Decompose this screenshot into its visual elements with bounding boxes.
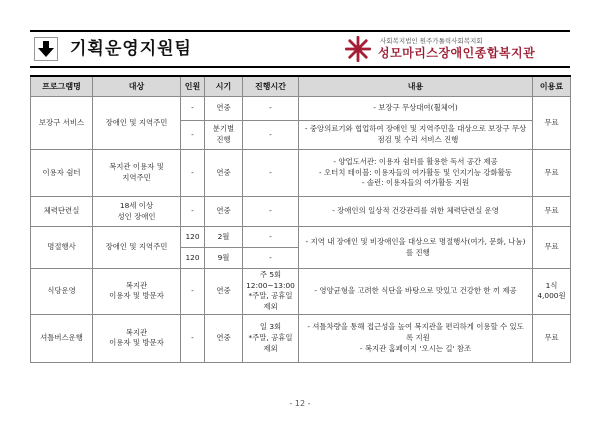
program-count: - bbox=[181, 314, 205, 362]
program-table bbox=[30, 75, 571, 363]
program-count: 120 bbox=[181, 227, 205, 248]
seal-icon bbox=[344, 35, 372, 63]
program-time: - bbox=[243, 227, 299, 248]
content-line: - 셔틀차량을 통해 접근성을 높여 복지관을 편리하게 이용할 수 있도 bbox=[307, 322, 524, 332]
program-name: 보장구 서비스 bbox=[31, 97, 93, 150]
content-line: - 보장구 무상대여(휠체어) bbox=[373, 103, 458, 113]
program-target: 18세 이상 성인 장애인 bbox=[93, 197, 181, 227]
logo-subtitle: 사회복지법인 원주가톨릭사회복지회 bbox=[380, 37, 483, 45]
program-time: - bbox=[243, 150, 299, 197]
program-content bbox=[299, 197, 533, 227]
program-fee: 무료 bbox=[533, 197, 571, 227]
column-header: 대상 bbox=[93, 76, 181, 97]
program-name: 체력단련실 bbox=[31, 197, 93, 227]
table-row bbox=[31, 314, 571, 362]
column-header: 이용료 bbox=[533, 76, 571, 97]
content-line: 를 진행 bbox=[401, 247, 430, 257]
program-name: 셔틀버스운행 bbox=[31, 314, 93, 362]
program-period: 연중 bbox=[205, 269, 243, 315]
section-title: 기획운영지원팀 bbox=[70, 39, 192, 59]
program-time: - bbox=[243, 97, 299, 121]
program-content bbox=[299, 150, 533, 197]
program-fee: 1식 4,000원 bbox=[533, 269, 571, 315]
program-period: 연중 bbox=[205, 314, 243, 362]
program-count: - bbox=[181, 269, 205, 315]
program-name: 식당운영 bbox=[31, 269, 93, 315]
table-row bbox=[31, 227, 571, 248]
content-line: - 오터치 테이블: 이용자들의 여가활동 및 인지기능 강화활동 bbox=[319, 167, 512, 177]
program-time: - bbox=[243, 248, 299, 269]
column-header: 진행시간 bbox=[243, 76, 299, 97]
content-line: - 중앙의료기와 협업하여 장애인 및 지역주민을 대상으로 보장구 무상 bbox=[304, 124, 527, 134]
program-fee: 무료 bbox=[533, 227, 571, 269]
table-row bbox=[31, 97, 571, 121]
program-content bbox=[299, 121, 533, 150]
column-header: 인원 bbox=[181, 76, 205, 97]
program-period: 연중 bbox=[205, 97, 243, 121]
program-target: 장애인 및 지역주민 bbox=[93, 227, 181, 269]
logo-name: 성모마리스장애인종합복지관 bbox=[378, 46, 536, 60]
program-count: - bbox=[181, 197, 205, 227]
content-line: 점검 및 수리 서비스 진행 bbox=[372, 135, 459, 144]
program-content bbox=[299, 314, 533, 362]
program-name: 명절행사 bbox=[31, 227, 93, 269]
table-row bbox=[31, 197, 571, 227]
program-period: 분기별 진행 bbox=[205, 121, 243, 150]
content-line: - 복지관 홈페이지 '오시는 길' 참조 bbox=[359, 343, 472, 353]
program-content bbox=[299, 97, 533, 121]
program-count: - bbox=[181, 121, 205, 150]
table-row bbox=[31, 150, 571, 197]
program-target: 복지관 이용자 및 방문자 bbox=[93, 314, 181, 362]
program-content bbox=[299, 227, 533, 269]
program-fee: 무료 bbox=[533, 314, 571, 362]
program-period: 연중 bbox=[205, 150, 243, 197]
program-name: 이용자 쉼터 bbox=[31, 150, 93, 197]
table-row bbox=[31, 269, 571, 315]
program-period: 2월 bbox=[205, 227, 243, 248]
content-line: - 영양균형을 고려한 식단을 바탕으로 맛있고 건강한 한 끼 제공 bbox=[314, 286, 517, 296]
program-period: 9월 bbox=[205, 248, 243, 269]
down-arrow-icon bbox=[34, 37, 58, 61]
organization-logo bbox=[344, 35, 564, 63]
program-count: - bbox=[181, 150, 205, 197]
program-period: 연중 bbox=[205, 197, 243, 227]
section-header bbox=[30, 30, 570, 68]
content-line: - 솔런: 이용자들의 여가활동 지원 bbox=[361, 178, 470, 188]
column-header: 시기 bbox=[205, 76, 243, 97]
program-target: 복지관 이용자 및 지역주민 bbox=[93, 150, 181, 197]
program-count: - bbox=[181, 97, 205, 121]
column-header: 프로그램명 bbox=[31, 76, 93, 97]
page-number: - 12 - bbox=[289, 399, 311, 408]
column-header: 내용 bbox=[299, 76, 533, 97]
program-fee: 무료 bbox=[533, 150, 571, 197]
program-fee: 무료 bbox=[533, 97, 571, 150]
table-header-row bbox=[31, 76, 571, 97]
program-time: 주 5회 12:00~13:00 *주말, 공휴일 제외 bbox=[243, 269, 299, 315]
program-time: 일 3회 *주말, 공휴일 제외 bbox=[243, 314, 299, 362]
program-target: 복지관 이용자 및 방문자 bbox=[93, 269, 181, 315]
content-line: - 양업도서관: 이용자 쉼터를 활용한 독서 공간 제공 bbox=[333, 156, 498, 166]
program-time: - bbox=[243, 121, 299, 150]
program-count: 120 bbox=[181, 248, 205, 269]
content-line: - 장애인의 일상적 건강관리를 위한 체력단련실 운영 bbox=[332, 206, 499, 216]
content-line: - 지역 내 장애인 및 비장애인을 대상으로 명절행사(여가, 문화, 나눔) bbox=[305, 236, 526, 246]
program-time: - bbox=[243, 197, 299, 227]
content-line: 록 지원 bbox=[401, 333, 430, 343]
program-target: 장애인 및 지역주민 bbox=[93, 97, 181, 150]
program-content bbox=[299, 269, 533, 315]
